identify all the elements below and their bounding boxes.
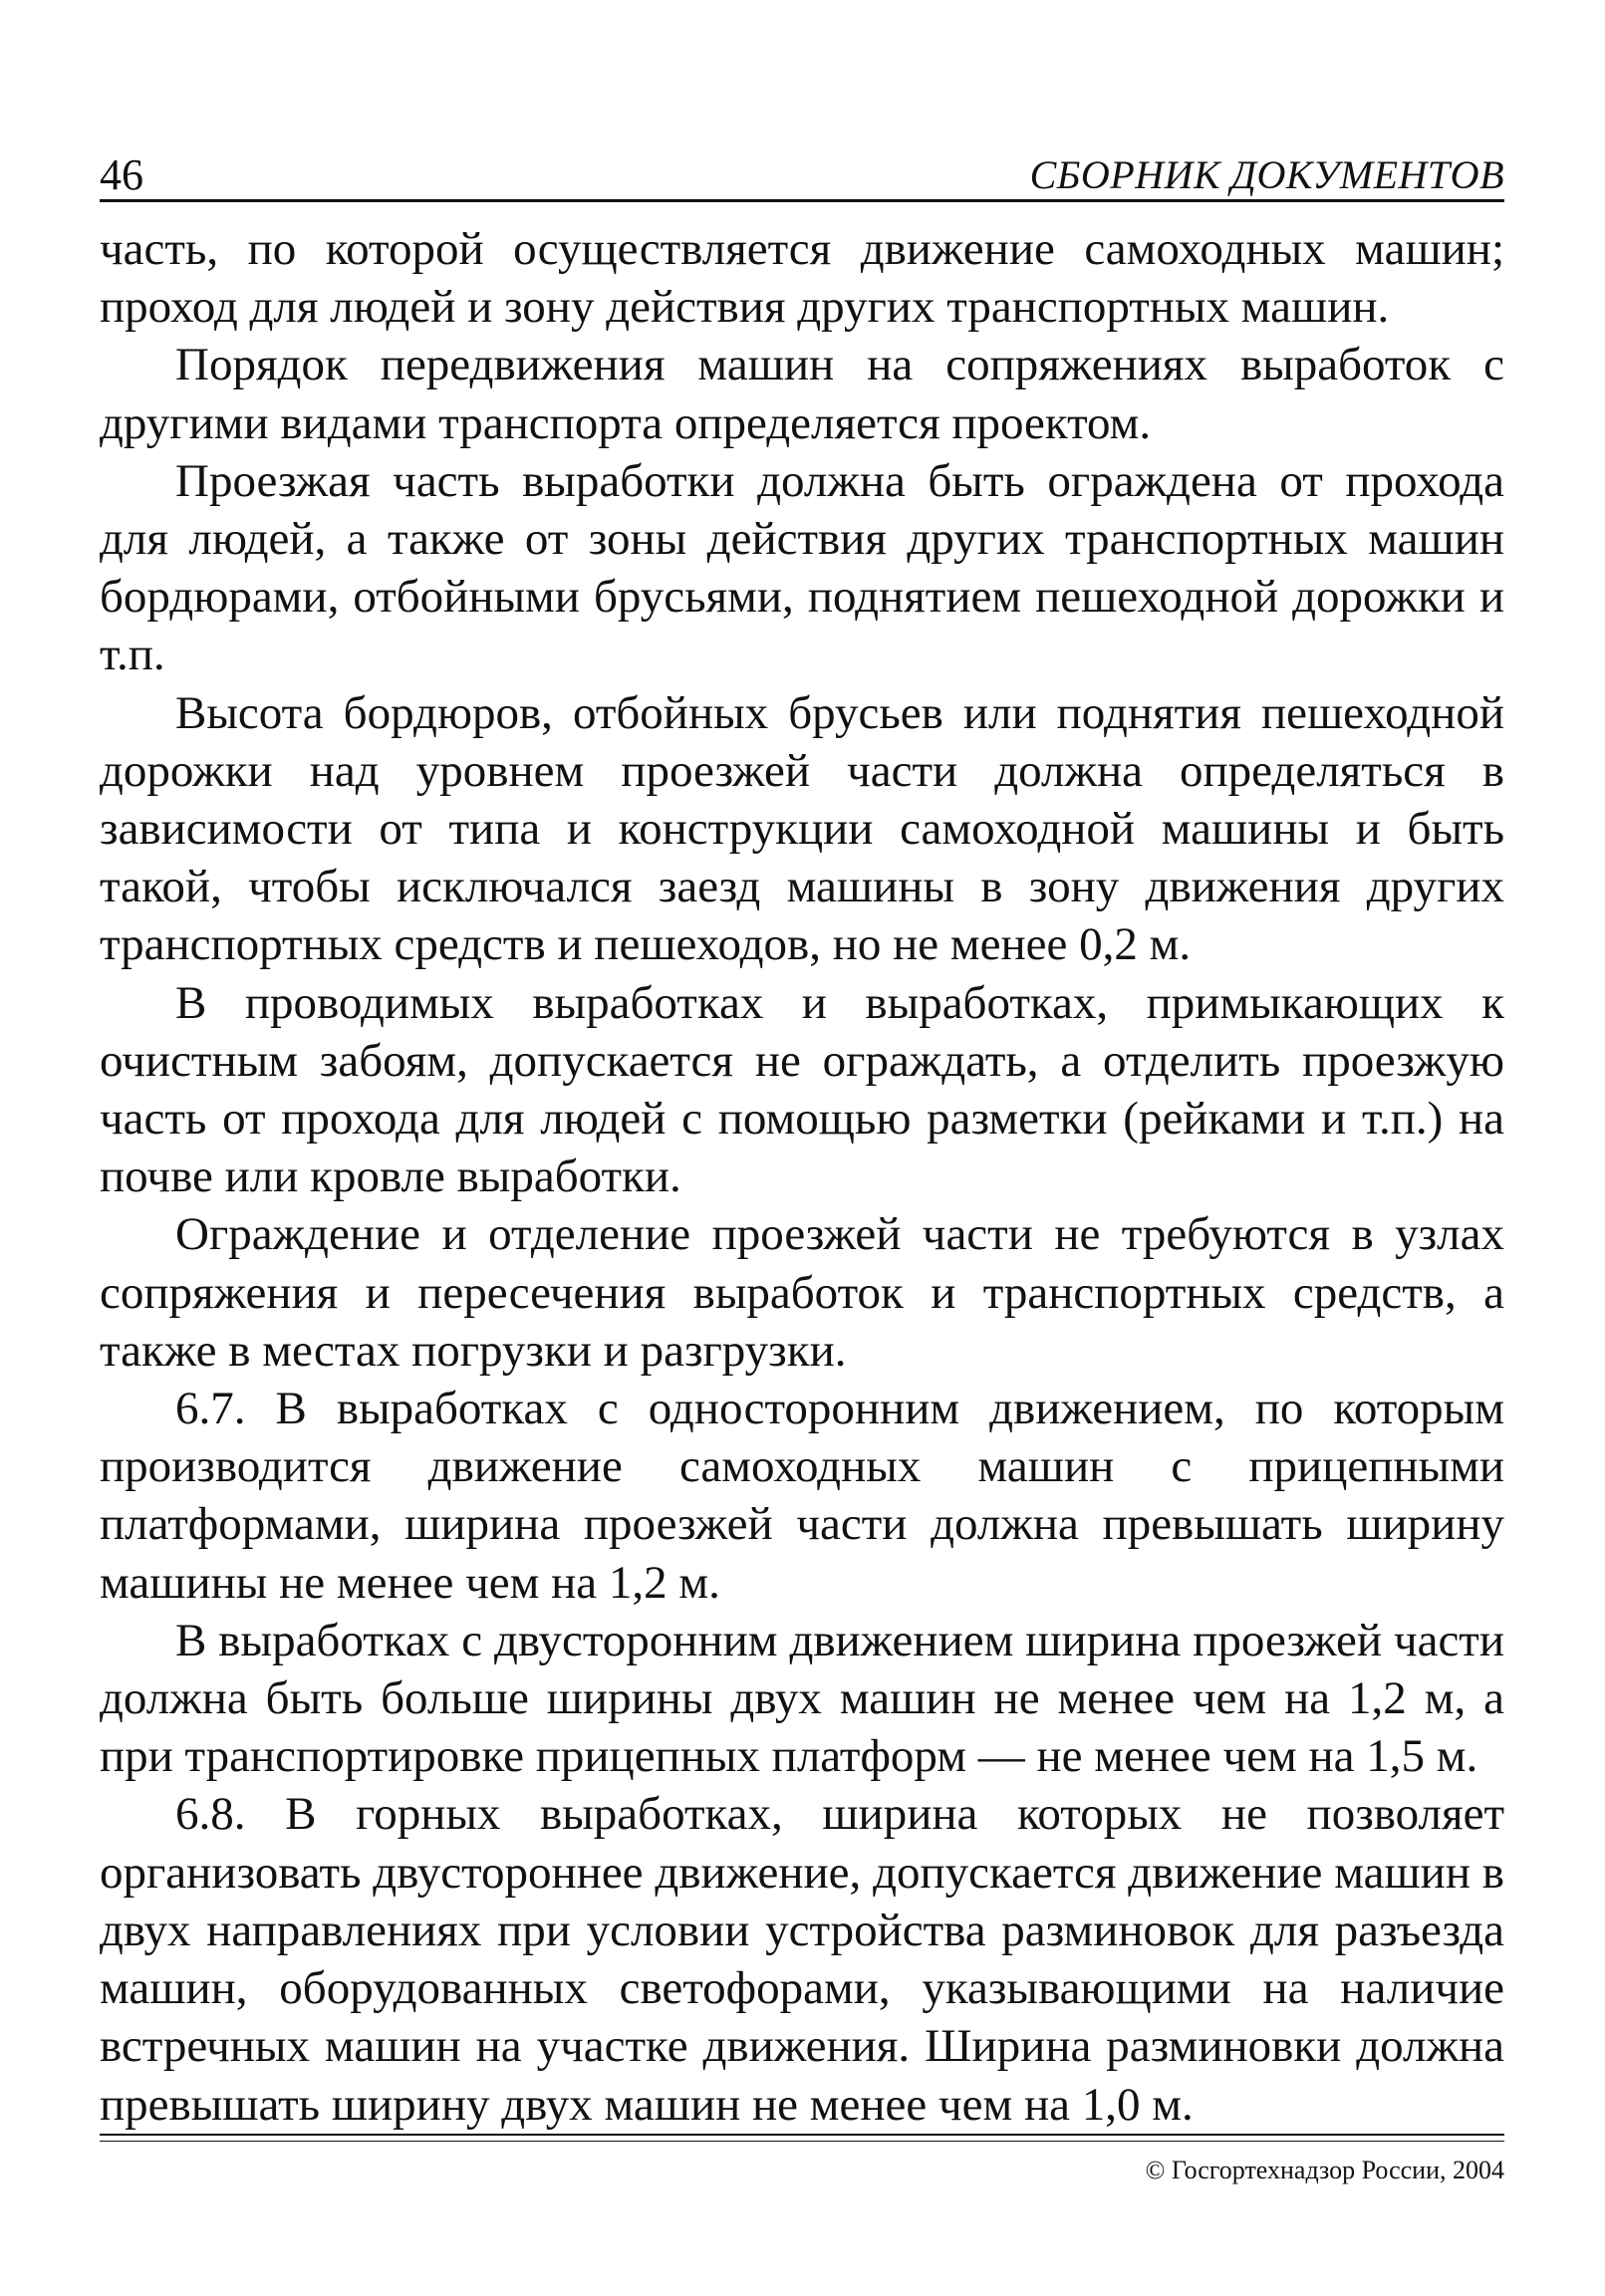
paragraph: В выработках с двусторонним движением ширина проезжей части должна быть больше ширины двух машин не менее чем на 1,2 м, а при транспортировке прицепных платформ — не менее чем на 1,5 м.	[100, 1614, 1504, 1783]
paragraph: Высота бордюров, отбойных брусьев или поднятия пешеходной дорожки над уровнем проезжей части должна определяться в зависимости от типа и конструкции самоходной машины и быть такой, чтобы исключался заезд машины в зону движения других транспортных средств и пешеходов, но не менее 0,2 м.	[100, 686, 1504, 971]
paragraph: 6.8. В горных выработках, ширина которых не позволяет организовать двустороннее движение, допускается движение машин в двух направлениях при условии устройства разминовок для разъезда машин, оборудованных светофорами, указывающими на наличие встречных машин на участке движения. Ширина разминовки должна превышать ширину двух машин не менее чем на 1,0 м.	[100, 1788, 1504, 2131]
paragraph: часть, по которой осуществляется движение самоходных машин; проход для людей и зону действия других транспортных машин.	[100, 223, 1504, 334]
body-text	[100, 220, 1504, 2134]
running-title: СБОРНИК ДОКУМЕНТОВ	[1029, 152, 1504, 197]
footer-divider	[100, 2141, 1504, 2142]
paragraph: Ограждение и отделение проезжей части не требуются в узлах сопряжения и пересечения выработок и транспортных средств, а также в местах погрузки и разгрузки.	[100, 1208, 1504, 1377]
page-header	[100, 149, 1504, 202]
copyright-notice: © Госгортехнадзор России, 2004	[1145, 2156, 1504, 2184]
paragraph: В проводимых выработках и выработках, примыкающих к очистным забоям, допускается не ограждать, а отделить проезжую часть от прохода для людей с помощью разметки (рейками и т.п.) на почве или кровле выработки.	[100, 976, 1504, 1203]
paragraph: Порядок передвижения машин на сопряжениях выработок с другими видами транспорта определяется проектом.	[100, 339, 1504, 449]
paragraph: Проезжая часть выработки должна быть ограждена от прохода для людей, а также от зоны действия других транспортных машин бордюрами, отбойными брусьями, поднятием пешеходной дорожки и т.п.	[100, 454, 1504, 681]
paragraph: 6.7. В выработках с односторонним движением, по которым производится движение самоходных машин с прицепными платформами, ширина проезжей части должна превышать ширину машины не менее чем на 1,2 м.	[100, 1383, 1504, 1609]
footer-divider	[100, 2134, 1504, 2136]
page-number: 46	[100, 150, 143, 199]
document-page	[100, 149, 1504, 2221]
